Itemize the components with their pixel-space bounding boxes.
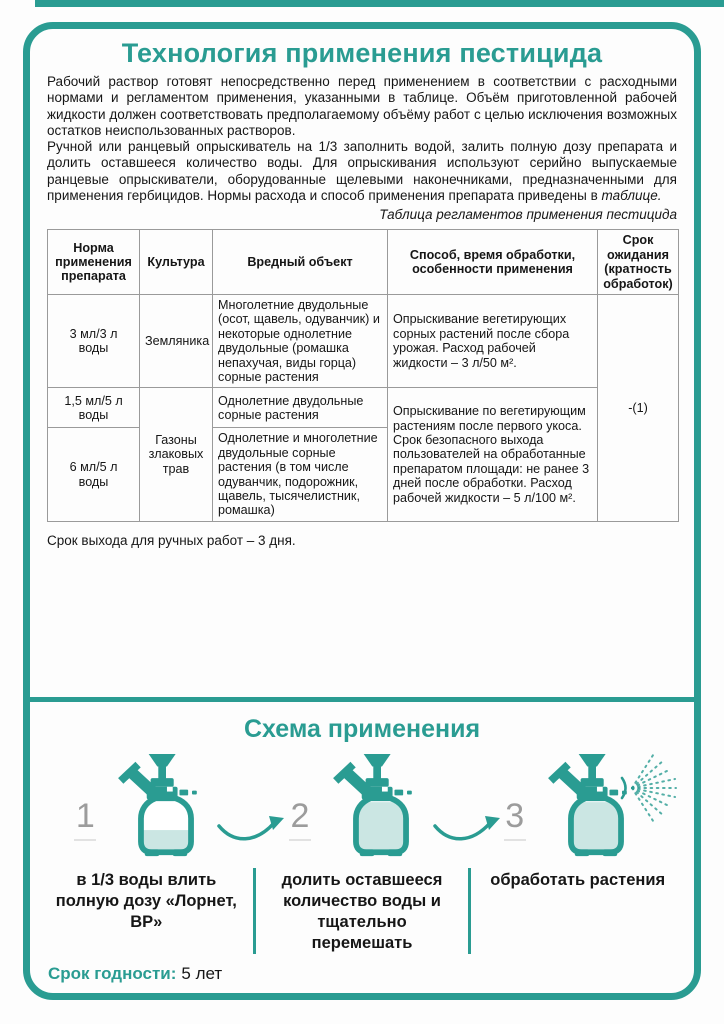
table-header-row <box>48 230 679 295</box>
cell-culture-1: Земляника <box>140 295 213 388</box>
header-method: Способ, время обработки, особенности применения <box>388 230 598 295</box>
cell-method-1: Опрыскивание вегетирующих сорных растений после сбора урожая. Расход рабочей жидкости – 3 л/50 м². <box>388 295 598 388</box>
technology-section <box>30 29 694 548</box>
step-captions-row <box>40 868 684 954</box>
cell-norm-2: 1,5 мл/5 л воды <box>48 388 140 428</box>
header-norm: Норма применения препарата <box>48 230 140 295</box>
cell-culture-2: Газоны злаковых трав <box>140 388 213 521</box>
cell-object-2: Однолетние двудольные сорные растения <box>213 388 388 428</box>
schema-section <box>30 714 694 984</box>
schema-title: Схема применения <box>243 715 481 743</box>
cell-object-3: Однолетние и многолетние двудольные сорные растения (в том числе одуванчик, подорожник, щавель, тысячелистник, ромашка) <box>213 428 388 521</box>
intro-paragraph-1: Рабочий раствор готовят непосредственно перед применением в соответствии с расходными нормами и регламентом применения, указанными в таблице. Объём приготовленной рабочей жидкости должен соответствовать предполагаемому объёму работ с целью исключения возможных остатков неиспользованных растворов. <box>47 74 677 138</box>
step-1-number: 1 <box>74 799 96 841</box>
step-2-number: 2 <box>289 799 311 841</box>
table-row <box>48 388 679 428</box>
table-row <box>48 295 679 388</box>
page-title: Технология применения пестицида <box>121 38 603 68</box>
shelf-life-label: Срок годности: <box>48 964 177 983</box>
shelf-life-value: 5 лет <box>181 964 223 983</box>
intro-paragraph-2-text: Ручной или ранцевый опрыскиватель на 1/3 заполнить водой, залить полную дозу препарата и долить оставшееся количество воды. Для опрыскивания используют серийно выпускаемые ранцевые опрыскиватели, оборудованные щелевыми наконечниками, предназначенными для применения гербицидов. Нормы расхода и способ применения препарата приведены в <box>47 139 677 204</box>
cell-norm-1: 3 мл/3 л воды <box>48 295 140 388</box>
schema-steps <box>40 752 684 860</box>
curved-arrow-icon <box>432 814 502 848</box>
step-3-caption-cell <box>468 868 684 954</box>
hand-work-note: Срок выхода для ручных работ – 3 дня. <box>47 532 296 548</box>
cell-norm-3: 6 мл/5 л воды <box>48 428 140 521</box>
cell-waiting: -(1) <box>598 295 679 522</box>
spray-mist-icon <box>620 752 678 830</box>
step-3-caption: обработать растения <box>490 871 666 889</box>
regulations-table <box>47 229 679 522</box>
sprayer-icon <box>112 754 220 858</box>
step-2-caption: долить оставшееся количество воды и тщательно перемешать <box>281 871 443 952</box>
step-3-number: 3 <box>504 799 526 841</box>
top-accent-strip <box>35 0 724 7</box>
intro-paragraph-2-italic: таблице. <box>601 188 662 204</box>
step-1-caption: в 1/3 воды влить полную дозу «Лорнет, ВР» <box>55 871 237 931</box>
page-frame <box>23 22 701 1000</box>
step-2-caption-cell <box>253 868 469 954</box>
curved-arrow-icon <box>216 814 286 848</box>
shelf-life-line <box>48 964 684 984</box>
header-waiting: Срок ожидания (кратность обработок) <box>598 230 679 295</box>
cell-method-2: Опрыскивание по вегетирующим растениям после первого укоса. Срок безопасного выхода пользователей на обработанные препаратом площади: не ранее 3 дней после обработки. Расход рабочей жидкости – 5 л/100 м². <box>388 388 598 521</box>
cell-object-1: Многолетние двудольные (осот, щавель, одуванчик) и некоторые однолетние двудольные (ромашка непахучая, виды горца) сорные растения <box>213 295 388 388</box>
header-culture: Культура <box>140 230 213 295</box>
step-1-caption-cell <box>40 868 253 954</box>
sprayer-icon <box>327 754 435 858</box>
table-caption: Таблица регламентов применения пестицида <box>379 207 677 223</box>
section-divider <box>30 697 694 702</box>
header-object: Вредный объект <box>213 230 388 295</box>
intro-paragraph-2 <box>47 139 677 204</box>
